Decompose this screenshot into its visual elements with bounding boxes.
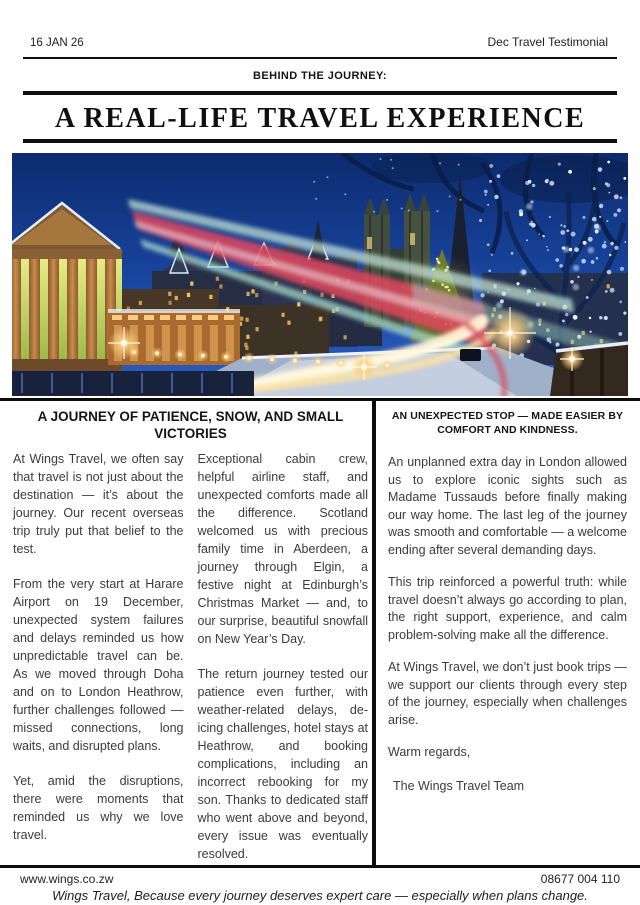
tagline: Wings Travel, Because every journey deserves expert care — especially when plans change.	[52, 888, 588, 903]
footer	[20, 872, 620, 886]
signoff: Warm regards,	[388, 745, 471, 759]
website-url: www.wings.co.zw	[20, 872, 114, 886]
masthead-divider	[23, 57, 617, 59]
edition-label: Dec Travel Testimonial	[487, 35, 608, 49]
signature: The Wings Travel Team	[393, 778, 525, 793]
issue-date: 16 JAN 26	[30, 37, 84, 49]
article-body	[0, 401, 640, 865]
story-column-1	[13, 450, 184, 865]
phone-number: 08677 004 110	[540, 872, 620, 886]
sidebar-story	[376, 401, 640, 865]
story-heading: A JOURNEY OF PATIENCE, SNOW, AND SMALL VICTORIES	[37, 409, 344, 441]
story-column-2	[198, 450, 369, 865]
title-divider-top	[23, 91, 617, 95]
main-story	[0, 401, 372, 865]
paragraph: An unplanned extra day in London allowed us to explore iconic sights such as Madame Tussauds before finally making our way home. The last leg of the journey was smooth and comfortable — a welcome ending after several demanding days.	[388, 455, 627, 557]
hero-photo-canvas	[12, 153, 628, 396]
paragraph: Yet, amid the disruptions, there were moments that reminded us why we love travel.	[13, 774, 184, 842]
masthead	[30, 35, 608, 49]
hero-photo	[12, 153, 628, 396]
sidebar-heading: AN UNEXPECTED STOP — MADE EASIER BY COMFORT AND KINDNESS.	[391, 410, 624, 436]
footer-divider	[0, 865, 640, 868]
title-divider-bottom	[23, 139, 617, 143]
paragraph: From the very start at Harare Airport on 19 December, unexpected system failures and delays reminded us how unpredictable travel can be. As we moved through Doha and on to London Heathrow, further challenges followed — missed connections, long waits, and disrupted plans.	[13, 577, 184, 753]
paragraph: At Wings Travel, we don’t just book trips — we support our clients through every step of the journey, especially when challenges arise.	[388, 660, 627, 727]
kicker: BEHIND THE JOURNEY:	[253, 70, 387, 82]
car-silhouette	[460, 349, 481, 361]
paragraph: Exceptional cabin crew, helpful airline staff, and unexpected comforts made all the difference. Scotland welcomed us with precious family time in Aberdeen, a journey through Elgin, a festive night at Edinburgh’s Christmas Market — and, to our surprise, beautiful snowfall on New Year’s Day.	[197, 452, 368, 646]
paragraph: This trip reinforced a powerful truth: while travel doesn’t always go according to plan, the right support, experience, and calm problem-solving make all the difference.	[388, 575, 627, 642]
page-title: A REAL-LIFE TRAVEL EXPERIENCE	[54, 103, 586, 134]
paragraph: At Wings Travel, we often say that travel is not just about the destination — it’s about the journey. Our recent overseas trip truly put that belief to the test.	[13, 452, 184, 556]
paragraph: The return journey tested our patience even further, with weather-related delays, de-icing challenges, hotel stays at Heathrow, and booking complications, including an incorrect rebooking for my son. Thanks to dedicated staff who went above and beyond, every issue was eventually resolved.	[197, 667, 368, 861]
